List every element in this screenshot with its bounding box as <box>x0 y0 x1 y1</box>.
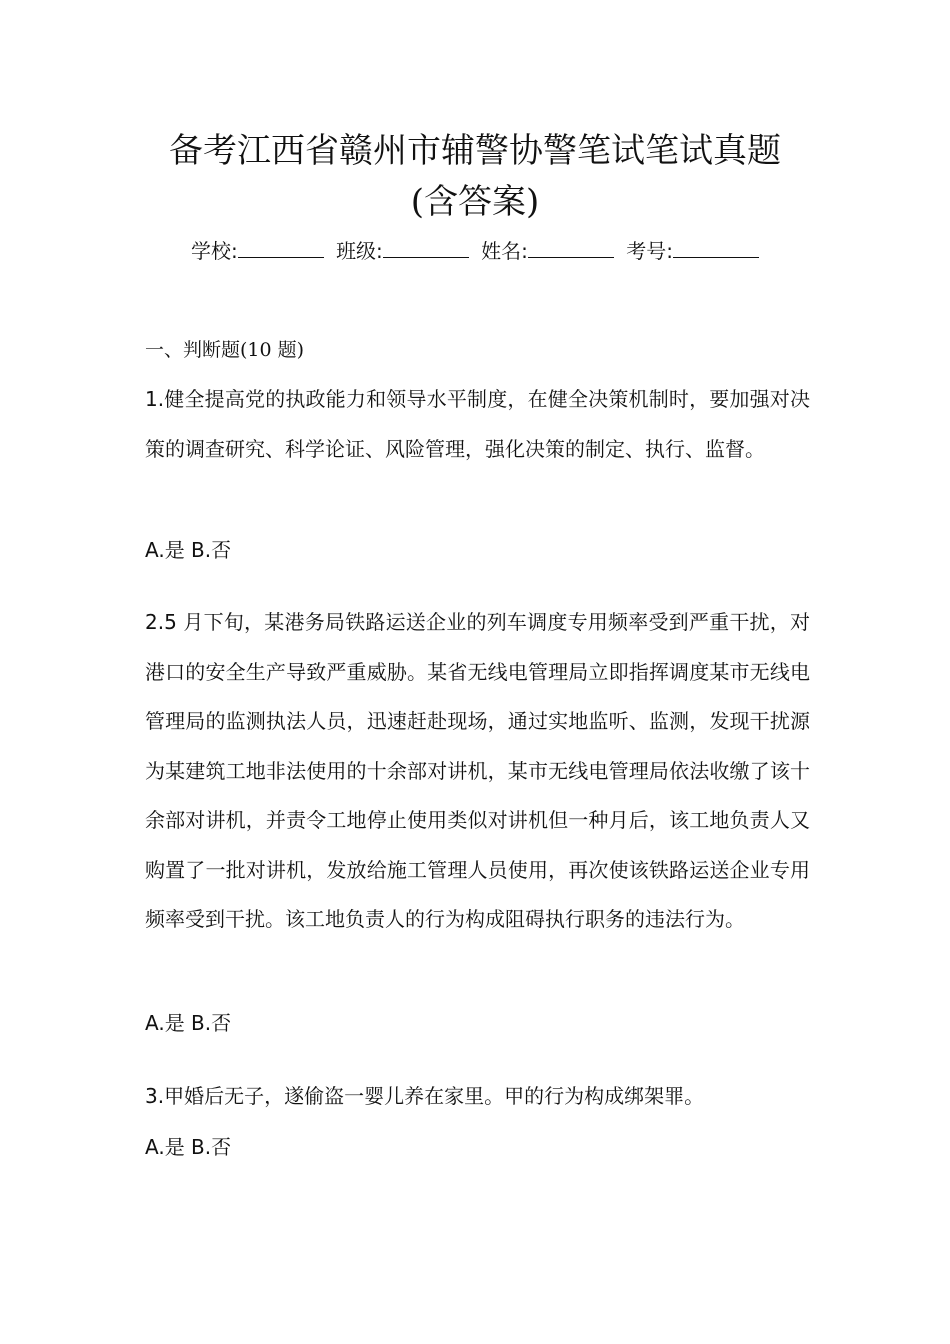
question-1-options <box>145 535 810 565</box>
question-2-text: 2.5 月下旬，某港务局铁路运送企业的列车调度专用频率受到严重干扰，对港口的安全生产导致严重威胁。某省无线电管理局立即指挥调度某市无线电管理局的监测执法人员，迅速赶赴现场，通过实地监听、监测，发现干扰源为某建筑工地非法使用的十余部对讲机，某市无线电管理局依法收缴了该十余部对讲机，并责令工地停止使用类似对讲机但一种月后，该工地负责人又购置了一批对讲机，发放给施工管理人员使用，再次使该铁路运送企业专用频率受到干扰。该工地负责人的行为构成阻碍执行职务的违法行为。 <box>145 610 810 931</box>
question-2-options-text: A.是 B.否 <box>145 1011 232 1035</box>
question-3-options-text: A.是 B.否 <box>145 1135 232 1159</box>
question-3 <box>145 1072 810 1122</box>
question-1-options-text: A.是 B.否 <box>145 538 232 562</box>
name-label: 姓名: <box>481 239 528 263</box>
name-field <box>481 236 614 266</box>
name-blank[interactable] <box>528 237 614 258</box>
document-title-line1: 备考江西省赣州市辅警协警笔试笔试真题 <box>169 131 781 171</box>
question-3-text: 3.甲婚后无子，遂偷盗一婴儿养在家里。甲的行为构成绑架罪。 <box>145 1084 705 1108</box>
exam-number-field <box>626 236 759 266</box>
class-blank[interactable] <box>383 237 469 258</box>
school-blank[interactable] <box>238 237 324 258</box>
section-heading: 一、判断题(10 题) <box>145 339 305 361</box>
exam-number-label: 考号: <box>626 239 674 263</box>
question-3-options <box>145 1132 810 1162</box>
question-2-options <box>145 1008 810 1038</box>
question-2 <box>145 598 810 945</box>
school-field <box>191 236 324 266</box>
exam-number-blank[interactable] <box>673 237 759 258</box>
school-label: 学校: <box>190 239 238 263</box>
class-label: 班级: <box>336 239 383 263</box>
student-info-line <box>0 236 950 266</box>
question-1-text: 1.健全提高党的执政能力和领导水平制度，在健全决策机制时，要加强对决策的调查研究、科学论证、风险管理，强化决策的制定、执行、监督。 <box>145 387 810 461</box>
class-field <box>336 236 469 266</box>
document-title-line2: (含答案) <box>410 182 540 222</box>
question-1 <box>145 375 810 474</box>
